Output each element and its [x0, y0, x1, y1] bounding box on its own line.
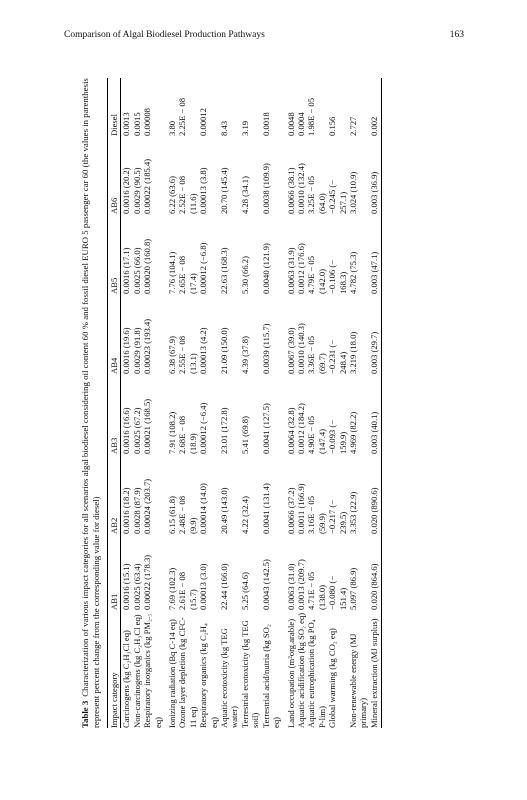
value-text: 0.0011 (166.9): [295, 483, 306, 534]
value-cell: [282, 136, 296, 214]
table-header-row: [108, 78, 121, 728]
value-cell: [121, 136, 132, 214]
impact-category-cell: [198, 610, 219, 728]
value-text: 20.70 (145.4): [219, 167, 230, 214]
impact-category-label: Terrestrial ecotoxicity (kg TEG: [239, 620, 250, 728]
value-text: 4.39 (37.8): [239, 336, 250, 374]
value-text: 0.003 (40.1): [368, 411, 379, 454]
value-cell: [261, 534, 282, 610]
value-cell: [261, 214, 282, 294]
value-cell: [163, 374, 177, 454]
value-cell: [240, 214, 261, 294]
value-cell: [296, 136, 306, 214]
value-cell: [327, 136, 348, 214]
value-text: 0.0066 (37.2): [285, 487, 296, 534]
value-text: 168.3): [337, 271, 348, 294]
value-cell: [198, 294, 219, 374]
value-cell: [163, 294, 177, 374]
value-text: 5.097 (86.9): [347, 567, 358, 610]
value-text: 0.00024 (203.7): [142, 478, 153, 534]
value-cell: [348, 78, 369, 136]
value-cell: [177, 374, 198, 454]
value-cell: [132, 214, 142, 294]
value-cell: [219, 214, 240, 294]
value-cell: [327, 374, 348, 454]
value-cell: [132, 454, 142, 534]
value-text: −0.245 (−: [327, 179, 338, 214]
value-text: 3.219 (18.0): [347, 331, 358, 374]
value-text: 248.4): [337, 351, 348, 374]
table-row: [348, 78, 369, 728]
value-cell: [369, 78, 382, 136]
value-text: 3.024 (10.9): [347, 171, 358, 214]
value-cell: [282, 214, 296, 294]
value-text: 0.0025 (66.0): [131, 247, 142, 294]
value-cell: [177, 294, 198, 374]
value-cell: [306, 454, 327, 534]
impact-category-cell: [369, 610, 382, 728]
value-text: 2.48E − 08: [177, 495, 188, 534]
impact-category-label: primary): [358, 697, 369, 728]
impact-category-cell: [219, 610, 240, 728]
value-cell: [282, 294, 296, 374]
value-text: 4.79E − 05: [306, 255, 317, 294]
impact-category-cell: [142, 610, 163, 728]
value-text: −0.106 (−: [327, 259, 338, 294]
value-cell: [240, 136, 261, 214]
value-text: (9.9): [187, 517, 198, 534]
value-text: 7.76 (104.1): [167, 251, 178, 294]
table-row: [163, 78, 177, 728]
value-cell: [198, 214, 219, 294]
value-text: 0.0066 (38.1): [285, 167, 296, 214]
value-cell: [121, 78, 132, 136]
value-cell: [163, 136, 177, 214]
value-text: 0.0041 (127.5): [260, 403, 271, 454]
table-row: [327, 78, 348, 728]
value-cell: [369, 294, 382, 374]
value-cell: [121, 214, 132, 294]
impact-category-label: Respiratory inorganics (kg PM₂.₅: [142, 613, 153, 728]
value-text: 23.01 (172.8): [219, 407, 230, 454]
impact-category-label: eq): [152, 717, 163, 728]
value-text: 0.00012: [198, 108, 209, 136]
value-text: 0.0018: [260, 112, 271, 136]
value-cell: [177, 454, 198, 534]
table-row: [142, 78, 163, 728]
value-cell: [306, 214, 327, 294]
value-cell: [163, 214, 177, 294]
value-cell: [240, 374, 261, 454]
value-cell: [132, 374, 142, 454]
impact-category-label: Non-carcinogens (kg C₂H₃Cl eq): [131, 614, 142, 728]
value-text: (138.0): [316, 584, 327, 610]
value-cell: [121, 294, 132, 374]
value-text: 0.0029 (90.5): [131, 167, 142, 214]
value-text: 0.0067 (39.0): [285, 327, 296, 374]
value-text: 2.727: [347, 116, 358, 136]
value-cell: [327, 214, 348, 294]
value-text: 151.4): [337, 587, 348, 610]
impact-category-label: 11 eq): [187, 706, 198, 728]
value-cell: [198, 78, 219, 136]
value-text: 0.0004: [295, 112, 306, 136]
value-text: 22.44 (166.0): [219, 563, 230, 610]
value-text: 0.00012 (−6.4): [198, 402, 209, 454]
impact-category-label: Ionizing radiation (Bq C-14 eq): [167, 619, 178, 728]
value-cell: [282, 534, 296, 610]
value-text: 2.55E − 08: [177, 335, 188, 374]
column-header-ab2: AB2: [108, 454, 121, 534]
value-text: 2.61E − 08: [177, 571, 188, 610]
value-text: 4.969 (82.2): [347, 411, 358, 454]
value-text: 3.19: [239, 120, 250, 136]
value-text: (147.4): [316, 428, 327, 454]
value-cell: [177, 78, 198, 136]
running-title: Comparison of Algal Biodiesel Production Pathways: [64, 30, 265, 40]
value-text: (69.7): [316, 353, 327, 374]
value-text: 2.25E − 08: [177, 97, 188, 136]
value-text: 20.49 (143.0): [219, 487, 230, 534]
value-cell: [198, 136, 219, 214]
value-cell: [348, 454, 369, 534]
value-text: 0.0063 (31.0): [285, 563, 296, 610]
value-text: 7.69 (102.3): [167, 567, 178, 610]
value-text: 0.00008: [142, 108, 153, 136]
value-text: 6.22 (63.6): [167, 176, 178, 214]
value-cell: [142, 78, 163, 136]
value-cell: [163, 534, 177, 610]
value-text: 0.00022 (178.3): [142, 554, 153, 610]
value-cell: [142, 294, 163, 374]
value-text: 0.00020 (160.8): [142, 238, 153, 294]
table-row: [369, 78, 382, 728]
value-text: 0.00014 (14.0): [198, 483, 209, 534]
value-cell: [348, 534, 369, 610]
value-cell: [327, 78, 348, 136]
value-cell: [296, 374, 306, 454]
value-text: 21.09 (150.0): [219, 327, 230, 374]
value-cell: [296, 294, 306, 374]
value-cell: [369, 374, 382, 454]
table-row: [240, 78, 261, 728]
value-cell: [282, 454, 296, 534]
value-cell: [327, 294, 348, 374]
rotated-table-block: [80, 76, 469, 728]
impact-category-label: Global warming (kg CO₂ eq): [327, 628, 338, 728]
value-cell: [163, 454, 177, 534]
value-text: 3.16E − 05: [306, 495, 317, 534]
value-cell: [306, 534, 327, 610]
value-cell: [219, 136, 240, 214]
value-cell: [348, 136, 369, 214]
value-cell: [327, 454, 348, 534]
value-text: 0.0041 (131.4): [260, 483, 271, 534]
value-text: 6.15 (61.8): [167, 496, 178, 534]
value-text: 0.003 (29.7): [368, 331, 379, 374]
table-caption-text: Characterization of various impact categories for all scenarios algal biodiesel considering oil content 60 % and fossil diesel EURO 5 passenger car 60 (the values in parenthesis represent percent change from the corresponding value for diesel): [80, 78, 101, 728]
table-row: [261, 78, 282, 728]
column-header-diesel: Diesel: [108, 78, 121, 136]
column-header-ab4: AB4: [108, 294, 121, 374]
impact-category-label: Terrestrial acid/nutria (kg SO₂: [260, 624, 271, 728]
value-cell: [369, 136, 382, 214]
value-text: 0.0012 (184.2): [295, 403, 306, 454]
value-cell: [132, 294, 142, 374]
value-text: 5.41 (69.8): [239, 416, 250, 454]
value-text: 22.63 (168.3): [219, 247, 230, 294]
impact-category-cell: [240, 610, 261, 728]
value-cell: [142, 454, 163, 534]
table-caption-label: Table 3: [80, 700, 90, 728]
value-text: 3.353 (22.9): [347, 491, 358, 534]
value-text: 0.0013 (209.7): [295, 559, 306, 610]
value-text: (17.4): [187, 273, 198, 294]
value-text: 0.00021 (168.5): [142, 398, 153, 454]
impact-category-label: water): [229, 706, 240, 728]
impact-category-label: Aquatic eutrophication (kg PO₄: [306, 619, 317, 728]
value-text: (142.0): [316, 268, 327, 294]
table-row: [132, 78, 142, 728]
value-cell: [219, 374, 240, 454]
value-cell: [369, 454, 382, 534]
value-text: 2.68E − 08: [177, 415, 188, 454]
value-cell: [163, 78, 177, 136]
value-text: 0.020 (864.6): [368, 563, 379, 610]
value-text: 0.0064 (32.8): [285, 407, 296, 454]
column-header-ab1: AB1: [108, 534, 121, 610]
column-header-ab3: AB3: [108, 374, 121, 454]
value-cell: [219, 534, 240, 610]
value-text: 0.0013: [121, 112, 132, 136]
value-text: −0.080 (−: [327, 575, 338, 610]
value-text: 8.43: [219, 120, 230, 136]
value-cell: [198, 374, 219, 454]
impact-category-cell: [163, 610, 177, 728]
value-cell: [240, 534, 261, 610]
value-cell: [219, 454, 240, 534]
value-text: 4.28 (34.1): [239, 176, 250, 214]
value-text: 4.22 (32.4): [239, 496, 250, 534]
impact-category-label: Aquatic ecotoxicity (kg TEG: [219, 628, 230, 728]
impact-category-label: Aquatic acidification (kg SO₂ eq): [295, 612, 306, 728]
impact-category-cell: [348, 610, 369, 728]
value-cell: [240, 78, 261, 136]
value-text: 3.80: [167, 120, 178, 136]
value-cell: [306, 374, 327, 454]
value-cell: [261, 454, 282, 534]
impact-category-cell: [132, 610, 142, 728]
value-text: 0.0015: [131, 112, 142, 136]
value-text: (18.9): [187, 433, 198, 454]
value-text: 0.0016 (18.2): [121, 487, 132, 534]
value-text: 0.156: [327, 116, 338, 136]
value-cell: [282, 78, 296, 136]
value-cell: [198, 534, 219, 610]
value-cell: [348, 214, 369, 294]
value-text: 0.00013 (3.8): [198, 167, 209, 214]
impact-category-cell: [121, 610, 132, 728]
value-text: 257.1): [337, 191, 348, 214]
value-text: 0.0012 (176.6): [295, 243, 306, 294]
value-text: 3.36E − 05: [306, 335, 317, 374]
value-text: 0.0016 (15.1): [121, 563, 132, 610]
impact-category-cell: [306, 610, 327, 728]
value-text: 7.91 (108.2): [167, 411, 178, 454]
impact-category-cell: [327, 610, 348, 728]
value-text: 0.0025 (67.2): [131, 407, 142, 454]
value-cell: [132, 136, 142, 214]
value-cell: [306, 294, 327, 374]
page-number: 163: [449, 30, 464, 40]
value-cell: [121, 454, 132, 534]
value-text: 0.0063 (31.9): [285, 247, 296, 294]
value-text: 6.38 (67.9): [167, 336, 178, 374]
table-row: [121, 78, 132, 728]
value-cell: [296, 454, 306, 534]
value-text: 0.0025 (63.4): [131, 563, 142, 610]
impact-category-label: Non-renewable energy (MJ: [347, 633, 358, 728]
value-cell: [282, 374, 296, 454]
value-text: 0.0048: [285, 112, 296, 136]
value-cell: [306, 136, 327, 214]
table-row: [296, 78, 306, 728]
value-text: −0.217 (−: [327, 499, 338, 534]
value-cell: [261, 136, 282, 214]
impact-category-cell: [282, 610, 296, 728]
value-cell: [132, 534, 142, 610]
table-row: [219, 78, 240, 728]
impact-category-label: soil): [250, 712, 261, 728]
table-body: [121, 78, 382, 728]
value-text: 0.00022 (185.4): [142, 158, 153, 214]
value-text: 0.0039 (115.7): [260, 323, 271, 374]
impact-category-label: Ozone layer depletion (kg CFC-: [177, 617, 188, 728]
value-text: 0.00012 (−6.8): [198, 242, 209, 294]
value-text: 4.782 (75.3): [347, 251, 358, 294]
impact-category-label: Carcinogens (kg C₂H₃Cl eq): [121, 630, 132, 728]
value-text: (11.6): [187, 193, 198, 214]
impact-characterization-table: [107, 78, 382, 728]
value-text: −0.093 (−: [327, 419, 338, 454]
value-text: 0.0016 (16.6): [121, 407, 132, 454]
value-cell: [142, 136, 163, 214]
value-text: 0.00013 (4.2): [198, 327, 209, 374]
value-text: 2.65E − 08: [177, 255, 188, 294]
impact-category-cell: [261, 610, 282, 728]
value-text: 0.020 (890.6): [368, 487, 379, 534]
value-text: −0.231 (−: [327, 339, 338, 374]
running-header: [64, 30, 464, 44]
value-cell: [296, 78, 306, 136]
value-text: 0.0043 (142.5): [260, 559, 271, 610]
value-text: 3.25E − 05: [306, 175, 317, 214]
impact-category-label: eq): [271, 717, 282, 728]
column-header-impact-category: Impact category: [108, 610, 121, 728]
value-cell: [348, 374, 369, 454]
value-cell: [261, 374, 282, 454]
value-cell: [296, 534, 306, 610]
value-text: 5.30 (66.2): [239, 256, 250, 294]
value-cell: [306, 78, 327, 136]
impact-category-label: Mineral extraction (MJ surplus): [368, 618, 379, 728]
value-cell: [261, 294, 282, 374]
value-text: 4.90E − 05: [306, 415, 317, 454]
value-text: 2.52E − 08: [177, 175, 188, 214]
value-text: 5.25 (64.6): [239, 572, 250, 610]
value-cell: [132, 78, 142, 136]
value-text: 0.0010 (140.3): [295, 323, 306, 374]
value-text: 0.003 (47.1): [368, 251, 379, 294]
column-header-ab5: AB5: [108, 214, 121, 294]
value-text: 0.0016 (17.1): [121, 247, 132, 294]
value-cell: [327, 534, 348, 610]
value-text: (13.1): [187, 353, 198, 374]
value-text: 0.0010 (132.4): [295, 163, 306, 214]
value-cell: [261, 78, 282, 136]
value-text: 0.002: [368, 116, 379, 136]
impact-category-label: Land occupation (m²org.arable): [285, 618, 296, 728]
column-header-ab6: AB6: [108, 136, 121, 214]
impact-category-cell: [177, 610, 198, 728]
value-text: (64.0): [316, 193, 327, 214]
value-cell: [177, 534, 198, 610]
impact-category-cell: [296, 610, 306, 728]
value-cell: [142, 214, 163, 294]
value-cell: [198, 454, 219, 534]
value-text: 0.0016 (19.6): [121, 327, 132, 374]
value-cell: [177, 136, 198, 214]
value-cell: [369, 214, 382, 294]
value-cell: [219, 78, 240, 136]
value-text: 0.003 (36.9): [368, 171, 379, 214]
value-cell: [121, 534, 132, 610]
value-text: 0.0016 (20.2): [121, 167, 132, 214]
table-row: [306, 78, 327, 728]
value-text: 0.0040 (121.9): [260, 243, 271, 294]
value-text: 159.9): [337, 431, 348, 454]
value-text: 239.5): [337, 511, 348, 534]
value-text: (59.9): [316, 513, 327, 534]
value-text: 0.0038 (109.9): [260, 163, 271, 214]
value-cell: [177, 214, 198, 294]
table-row: [198, 78, 219, 728]
value-text: 4.71E − 05: [306, 571, 317, 610]
value-text: (15.7): [187, 589, 198, 610]
value-text: 0.0029 (91.8): [131, 327, 142, 374]
impact-category-label: P-lim): [316, 706, 327, 728]
value-cell: [142, 534, 163, 610]
value-cell: [296, 214, 306, 294]
value-cell: [240, 454, 261, 534]
table-row: [282, 78, 296, 728]
table-row: [177, 78, 198, 728]
impact-category-label: eq): [208, 717, 219, 728]
impact-category-label: Respiratory organics (kg C₂H₄: [198, 623, 209, 728]
value-text: 0.0028 (87.9): [131, 487, 142, 534]
value-cell: [240, 294, 261, 374]
value-cell: [369, 534, 382, 610]
value-cell: [142, 374, 163, 454]
value-cell: [348, 294, 369, 374]
value-text: 0.00013 (3.0): [198, 563, 209, 610]
table-caption: [80, 78, 102, 728]
value-text: 0.00023 (193.4): [142, 318, 153, 374]
value-text: 1.98E − 05: [306, 97, 317, 136]
value-cell: [121, 374, 132, 454]
value-cell: [219, 294, 240, 374]
